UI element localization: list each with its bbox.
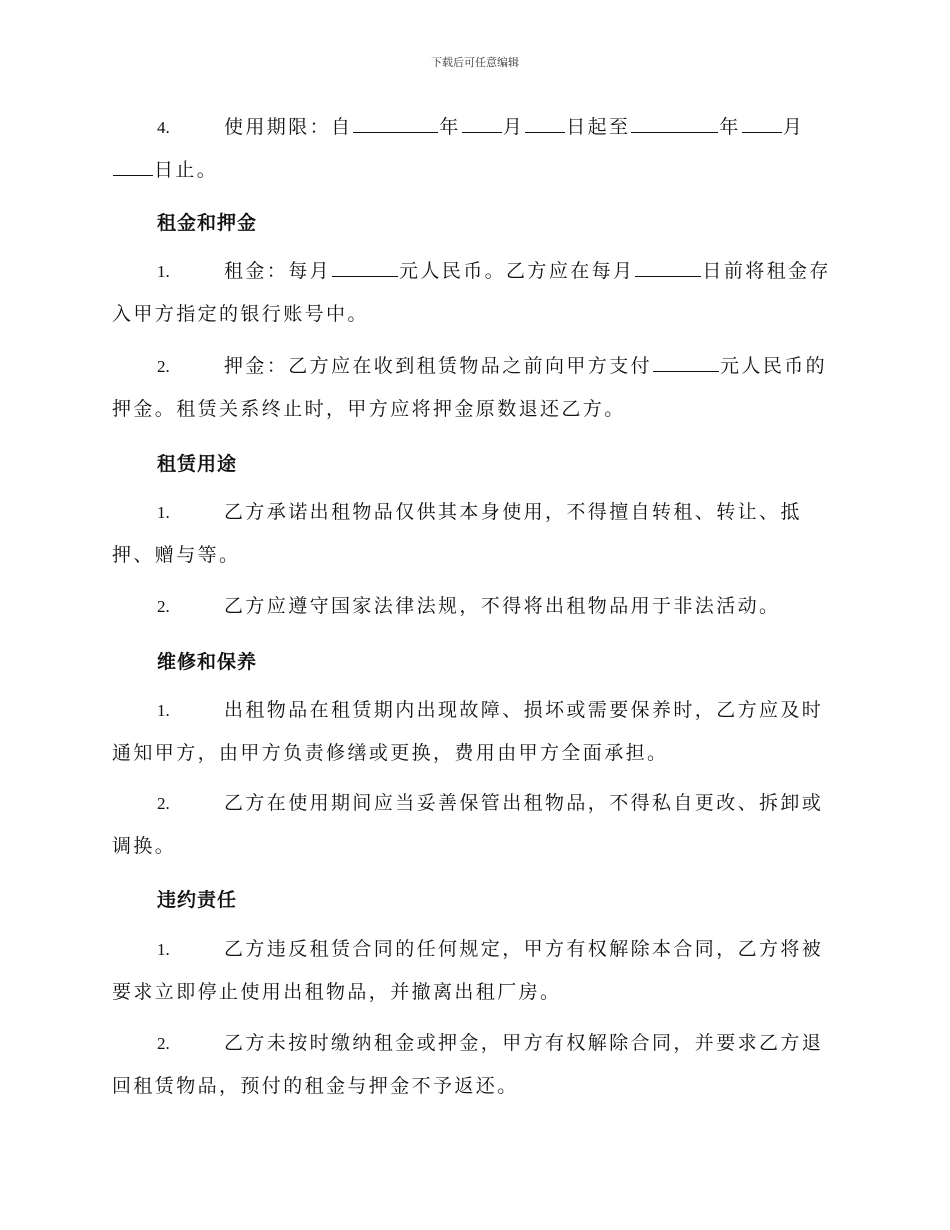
clause-text: 租金：每月 — [224, 260, 332, 282]
clause-text: 乙方违反租赁合同的任何规定，甲方有权解除本合同，乙方将被要求立即停止使用出租物品，并撤离出租厂房。 — [112, 938, 824, 1003]
clause-maintenance-2 — [112, 782, 832, 868]
clause-use-2 — [112, 585, 832, 628]
section-heading-rent: 租金和押金 — [157, 212, 258, 234]
section-heading-breach: 违约责任 — [157, 889, 238, 911]
clause-text: 乙方承诺出租物品仅供其本身使用，不得擅自转租、转让、抵押、赠与等。 — [112, 501, 802, 566]
clause-text: 年 — [719, 116, 741, 138]
blank-line — [332, 256, 398, 277]
blank-line — [653, 351, 719, 372]
clause-text: 乙方应遵守国家法律法规，不得将出租物品用于非法活动。 — [224, 595, 781, 617]
clause-text: 日前将租金存入甲方指定的银行账号中。 — [112, 260, 831, 325]
clause-text: 年 — [439, 116, 461, 138]
clause-number: 2. — [157, 597, 170, 616]
blank-line — [635, 256, 701, 277]
clause-text: 日止。 — [154, 159, 219, 181]
blank-line — [631, 112, 718, 133]
blank-line — [113, 155, 153, 176]
clause-text: 出租物品在租赁期内出现故障、损坏或需要保养时，乙方应及时通知甲方，由甲方负责修缮或更换，费用由甲方全面承担。 — [112, 699, 824, 764]
clause-number: 1. — [157, 503, 170, 522]
clause-breach-2 — [112, 1022, 832, 1108]
clause-usage-period — [112, 106, 832, 192]
blank-line — [742, 112, 782, 133]
blank-line — [525, 112, 565, 133]
clause-number: 2. — [157, 357, 170, 376]
section-heading-use: 租赁用途 — [157, 453, 238, 475]
clause-text: 押金：乙方应在收到租赁物品之前向甲方支付 — [224, 355, 653, 377]
blank-line — [353, 112, 438, 133]
clause-number: 4. — [157, 118, 170, 137]
clause-text: 乙方未按时缴纳租金或押金，甲方有权解除合同，并要求乙方退回租赁物品，预付的租金与押金不予返还。 — [112, 1032, 824, 1097]
clause-number: 1. — [157, 701, 170, 720]
clause-number: 2. — [157, 1034, 170, 1053]
clause-text: 月 — [502, 116, 525, 138]
clause-breach-1 — [112, 928, 832, 1014]
clause-deposit — [112, 345, 832, 431]
clause-rent — [112, 250, 832, 336]
page-header: 下载后可任意编辑 — [431, 56, 519, 69]
clause-text: 月 — [782, 116, 805, 138]
clause-number: 2. — [157, 794, 170, 813]
clause-maintenance-1 — [112, 689, 832, 775]
clause-number: 1. — [157, 940, 170, 959]
clause-use-1 — [112, 491, 832, 577]
section-heading-maintenance: 维修和保养 — [157, 651, 258, 673]
clause-text: 元人民币的押金。租赁关系终止时，甲方应将押金原数退还乙方。 — [112, 355, 828, 420]
clause-text: 乙方在使用期间应当妥善保管出租物品，不得私自更改、拆卸或调换。 — [112, 792, 824, 857]
clause-number: 1. — [157, 262, 170, 281]
blank-line — [462, 112, 502, 133]
clause-text: 使用期限：自 — [224, 116, 353, 138]
clause-text: 日起至 — [566, 116, 631, 138]
clause-text: 元人民币。乙方应在每月 — [399, 260, 635, 282]
